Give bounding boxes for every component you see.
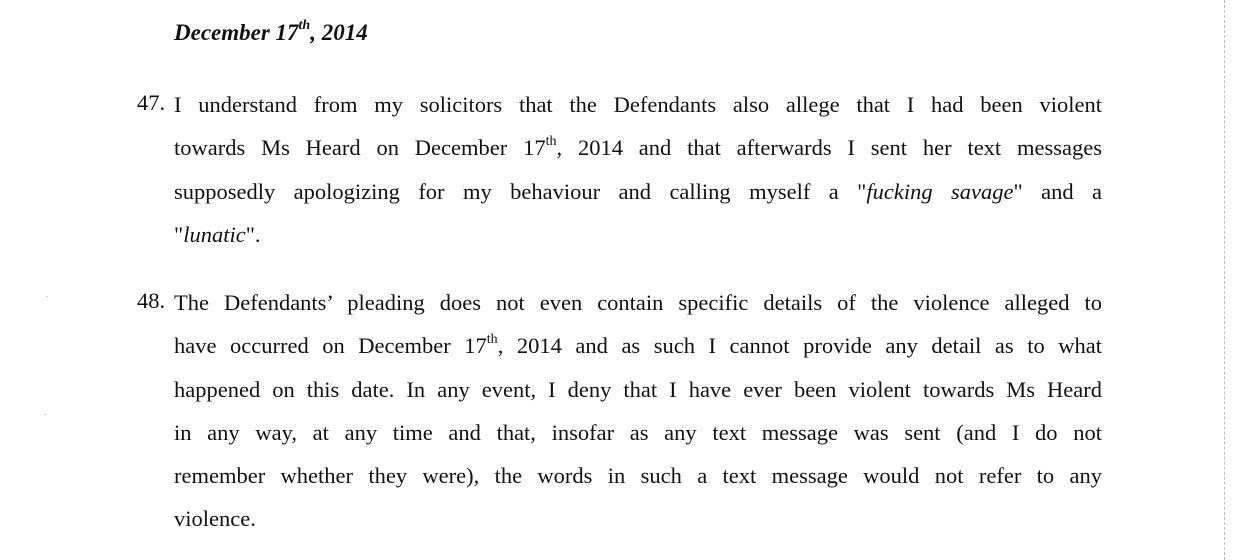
page-edge-line (1224, 0, 1225, 560)
paragraph-line: have occurred on December 17th, 2014 and as such I cannot provide any detail as to what (174, 331, 1102, 358)
paragraph-line: I understand from my solicitors that the Defendants also allege that I had been violent (174, 92, 1102, 117)
scan-speck (44, 414, 46, 415)
scan-speck (46, 296, 48, 297)
paragraph-line: in any way, at any time and that, insofar as any text message was sent (and I do not (174, 420, 1102, 445)
paragraph-line: violence. (174, 506, 256, 531)
paragraph-number: 47. (137, 90, 166, 115)
section-heading: December 17th, 2014 (174, 18, 368, 45)
paragraph-line: supposedly apologizing for my behaviour and calling myself a "fucking savage" and a (174, 179, 1102, 204)
paragraph-line: remember whether they were), the words in such a text message would not refer to any (174, 463, 1102, 488)
paragraph-number: 48. (137, 288, 166, 313)
paragraph-line: The Defendants’ pleading does not even contain specific details of the violence alleged to (174, 290, 1102, 315)
paragraph-line: happened on this date. In any event, I deny that I have ever been violent towards Ms Heard (174, 377, 1102, 402)
paragraph-line: "lunatic". (174, 222, 261, 247)
paragraph-line: towards Ms Heard on December 17th, 2014 and that afterwards I sent her text messages (174, 133, 1102, 160)
